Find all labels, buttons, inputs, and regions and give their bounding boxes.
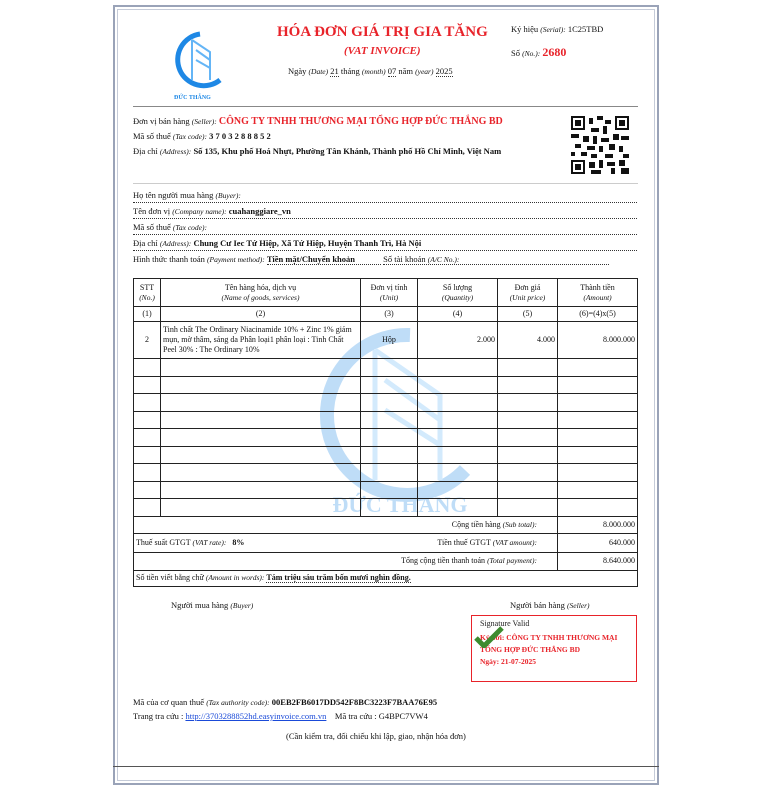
index-row: (1) (2) (3) (4) (5) (6)=(4)x(5) bbox=[134, 307, 638, 322]
col-header: Số lượng (Quantity) bbox=[418, 279, 498, 307]
buyer-address-field: Địa chỉ (Address): Chung Cư Iec Tứ Hiệp, Xã Tứ Hiệp, Huyện Thanh Trì, Hà Nội bbox=[133, 238, 637, 251]
buyer-tax-field: Mã số thuế (Tax code): bbox=[133, 222, 637, 235]
watermark-text: ĐỨC THẮNG bbox=[332, 492, 468, 517]
col-header: Đơn vị tính (Unit) bbox=[361, 279, 418, 307]
serial: Ký hiệu (Serial): 1C25TBD bbox=[511, 24, 604, 34]
footer-note: (Cần kiểm tra, đối chiếu khi lập, giao, nhận hóa đơn) bbox=[286, 731, 466, 741]
total-row: Tổng cộng tiền thanh toán (Total payment): 8.640.000 bbox=[134, 552, 638, 570]
empty-table-row bbox=[134, 499, 638, 517]
buyer-name-field: Họ tên người mua hàng (Buyer): bbox=[133, 190, 637, 203]
payment-method-field: Hình thức thanh toán (Payment method): Tiền mặt/Chuyển khoản Số tài khoản (A/C No.): bbox=[133, 254, 637, 267]
seller-name: Đơn vị bán hàng (Seller): CÔNG TY TNHH THƯƠNG MẠI TỔNG HỢP ĐỨC THẮNG BD bbox=[133, 116, 503, 127]
company-logo bbox=[170, 30, 226, 92]
tax-authority-code: Mã của cơ quan thuế (Tax authority code): 00EB2FB6017DD542F8BC3223F7BAA76E95 bbox=[133, 697, 438, 707]
invoice-title: HÓA ĐƠN GIÁ TRỊ GIA TĂNG bbox=[277, 24, 488, 40]
empty-table-row bbox=[134, 429, 638, 447]
empty-table-row bbox=[134, 446, 638, 464]
empty-table-row bbox=[134, 394, 638, 412]
table-header-row bbox=[134, 279, 638, 307]
empty-table-row bbox=[134, 464, 638, 482]
lookup-link[interactable]: http://3703288852hd.easyinvoice.com.vn bbox=[185, 711, 327, 721]
subtotal-row: Cộng tiền hàng (Sub total): 8.000.000 bbox=[134, 516, 638, 533]
empty-table-row bbox=[134, 376, 638, 394]
col-header: Thành tiền (Amount) bbox=[558, 279, 638, 307]
checkmark-icon bbox=[474, 626, 504, 648]
invoice-number: Số (No.): 2680 bbox=[511, 45, 567, 59]
buyer-company-field: Tên đơn vị (Company name): cuahanggiare_vn bbox=[133, 206, 637, 219]
empty-table-row bbox=[134, 481, 638, 499]
buyer-sign-label: Người mua hàng (Buyer) bbox=[171, 600, 254, 610]
qr-code bbox=[571, 116, 629, 174]
seller-address: Địa chỉ (Address): Số 135, Khu phố Hoá Nhựt, Phường Tân Khánh, Thành phố Hồ Chí Minh, Việt Nam bbox=[133, 146, 502, 156]
table-row: 2 Tinh chất The Ordinary Niacinamide 10% + Zinc 1% giảm mụn, mờ thâm, sáng da Phân loại1 phân loại : Tinh Chất Peel 30% : The Ordinary 10% Hộp 2.000 4.000 8.000.000 bbox=[134, 322, 638, 359]
lookup-line: Trang tra cứu : http://3703288852hd.easyinvoice.com.vn Mã tra cứu : G4BPC7VW4 bbox=[133, 711, 428, 721]
vat-row: Thuế suất GTGT (VAT rate): 8% Tiền thuế GTGT (VAT amount): 640.000 bbox=[134, 533, 638, 552]
empty-table-row bbox=[134, 359, 638, 377]
digital-signature-box: Signature Valid Ký bởi: CÔNG TY TNHH THƯƠNG MẠI TỔNG HỢP ĐỨC THẮNG BD Ngày: 21-07-2025 bbox=[471, 615, 637, 682]
invoice-subtitle: (VAT INVOICE) bbox=[344, 45, 421, 57]
seller-sign-label: Người bán hàng (Seller) bbox=[510, 600, 590, 610]
seller-tax-code: Mã số thuế (Tax code): 3 7 0 3 2 8 8 8 5 2 bbox=[133, 131, 271, 141]
amount-in-words-row: Số tiền viết bằng chữ (Amount in words): Tám triệu sáu trăm bốn mươi nghìn đồng. bbox=[134, 570, 638, 586]
col-header: Tên hàng hóa, dịch vụ (Name of goods, services) bbox=[161, 279, 361, 307]
logo-text: ĐỨC THẮNG bbox=[174, 95, 211, 101]
goods-table bbox=[133, 278, 638, 587]
col-header: STT (No.) bbox=[134, 279, 161, 307]
invoice-date: Ngày (Date) 21 tháng (month) 07 năm (year) 2025 bbox=[288, 66, 453, 76]
col-header: Đơn giá (Unit price) bbox=[498, 279, 558, 307]
empty-table-row bbox=[134, 411, 638, 429]
